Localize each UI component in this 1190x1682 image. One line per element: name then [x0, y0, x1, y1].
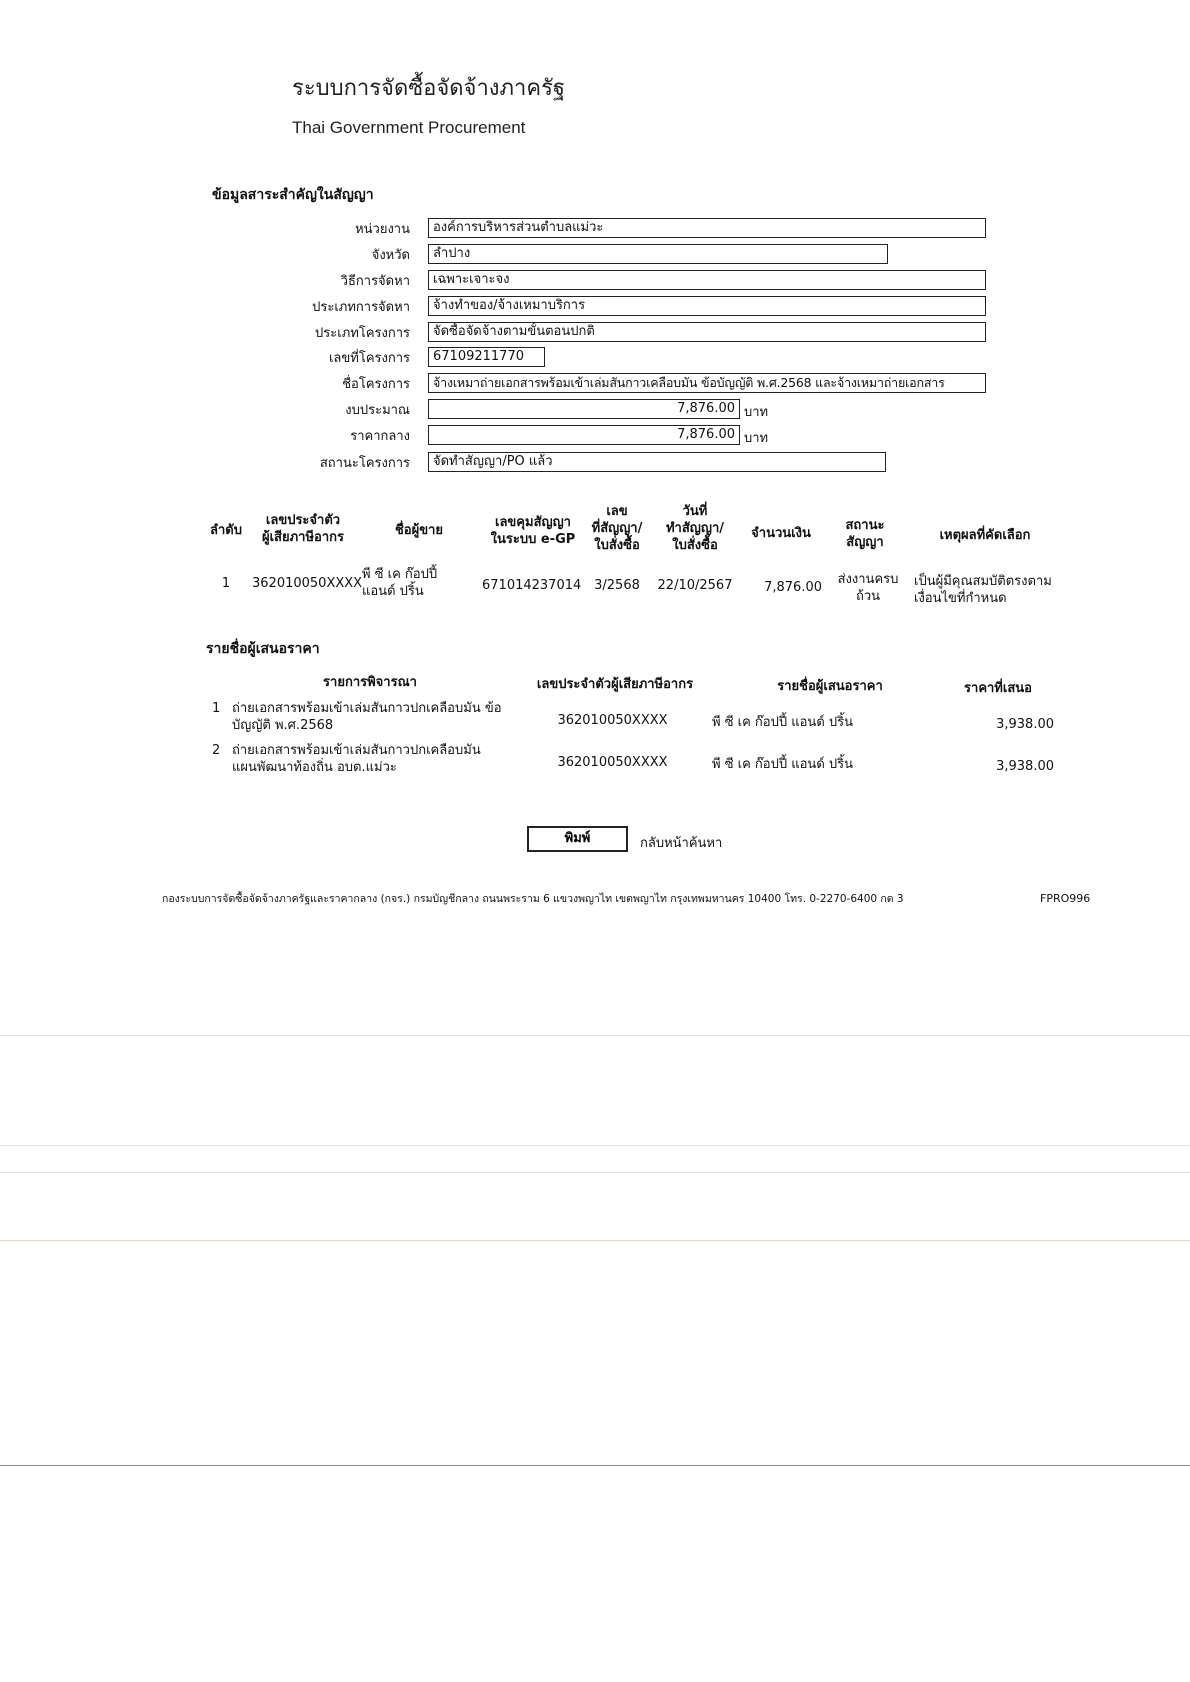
median-price-unit: บาท	[744, 431, 769, 446]
procurement-type-label: ประเภทการจัดหา	[312, 300, 410, 315]
agency-field: องค์การบริหารส่วนตำบลแม่วะ	[428, 218, 986, 238]
project-type-label: ประเภทโครงการ	[315, 326, 410, 341]
contract-row-contract-no: 3/2568	[594, 578, 640, 593]
bidder-row-name: พี ซี เค ก๊อปปี้ แอนด์ ปริ้น	[712, 715, 854, 730]
province-field: ลำปาง	[428, 244, 888, 264]
scan-line	[0, 1172, 1190, 1173]
scan-line	[0, 1145, 1190, 1146]
col-header-egp: เลขคุมสัญญา ในระบบ e-GP	[490, 515, 576, 547]
bidder-row-no: 2	[212, 743, 221, 758]
page-title-english: Thai Government Procurement	[292, 118, 526, 137]
contract-info-heading: ข้อมูลสาระสำคัญในสัญญา	[212, 187, 374, 203]
budget-label: งบประมาณ	[345, 403, 410, 418]
procurement-method-label: วิธีการจัดหา	[340, 274, 410, 289]
project-name-label: ชื่อโครงการ	[342, 377, 410, 392]
scan-line	[0, 1465, 1190, 1466]
bidder-col-header-name: รายชื่อผู้เสนอราคา	[777, 679, 883, 694]
bidder-col-header-item: รายการพิจารณา	[323, 675, 417, 690]
contract-row-status: ส่งงานครบ ถ้วน	[837, 572, 899, 604]
back-to-search-link[interactable]: กลับหน้าค้นหา	[640, 836, 723, 851]
scan-line	[0, 1035, 1190, 1036]
col-header-contract-date: วันที่ ทำสัญญา/ ใบสั่งซื้อ	[665, 504, 724, 553]
contract-row-amount: 7,876.00	[764, 580, 822, 595]
contract-row-tax-id: 362010050XXXX	[252, 576, 363, 591]
contract-row-egp: 671014237014	[482, 578, 582, 593]
contract-row-date: 22/10/2567	[657, 578, 733, 593]
bidder-row-price: 3,938.00	[996, 717, 1054, 732]
bidder-row-item: ถ่ายเอกสารพร้อมเข้าเล่มสันกาวปกเคลือบมัน ข้อ บัญญัติ พ.ศ.2568	[232, 701, 502, 733]
project-type-field: จัดซื้อจัดจ้างตามขั้นตอนปกติ	[428, 322, 986, 342]
col-header-amount: จำนวนเงิน	[751, 526, 811, 541]
project-status-field: จัดทำสัญญา/PO แล้ว	[428, 452, 886, 472]
bidder-row-no: 1	[212, 701, 221, 716]
bidder-row-price: 3,938.00	[996, 759, 1054, 774]
col-header-contract-no: เลข ที่สัญญา/ ใบสั่งซื้อ	[591, 504, 643, 553]
budget-unit: บาท	[744, 405, 769, 420]
col-header-reason: เหตุผลที่คัดเลือก	[939, 528, 1031, 543]
project-number-label: เลขที่โครงการ	[328, 351, 410, 366]
col-header-no: ลำดับ	[210, 523, 242, 538]
footer-address: กองระบบการจัดซื้อจัดจ้างภาครัฐและราคากลาง (กจร.) กรมบัญชีกลาง ถนนพระราม 6 แขวงพญาไท เขตพญาไท กรุงเทพมหานคร 10400 โทร. 0-2270-6400 กด 3	[162, 893, 904, 905]
project-number-field: 67109211770	[428, 347, 545, 367]
scan-line	[0, 1240, 1190, 1241]
contract-row-seller: พี ซี เค ก๊อปปี้ แอนด์ ปริ้น	[362, 567, 438, 599]
procurement-type-field: จ้างทำของ/จ้างเหมาบริการ	[428, 296, 986, 316]
budget-field: 7,876.00	[428, 399, 740, 419]
bidder-col-header-tax-id: เลขประจำตัวผู้เสียภาษีอากร	[536, 677, 694, 692]
bidder-row-name: พี ซี เค ก๊อปปี้ แอนด์ ปริ้น	[712, 757, 854, 772]
bidder-row-tax-id: 362010050XXXX	[557, 755, 668, 770]
footer-page-code: FPRO996	[1040, 892, 1091, 905]
agency-label: หน่วยงาน	[355, 222, 410, 237]
project-status-label: สถานะโครงการ	[319, 456, 410, 471]
bidder-row-tax-id: 362010050XXXX	[557, 713, 668, 728]
median-price-field: 7,876.00	[428, 425, 740, 445]
print-button[interactable]: พิมพ์	[527, 826, 628, 852]
procurement-method-field: เฉพาะเจาะจง	[428, 270, 986, 290]
contract-row-reason: เป็นผู้มีคุณสมบัติตรงตาม เงื่อนไขที่กำหนด	[914, 574, 1052, 606]
col-header-status: สถานะ สัญญา	[845, 518, 885, 550]
contract-row-no: 1	[221, 576, 231, 591]
project-name-field: จ้างเหมาถ่ายเอกสารพร้อมเข้าเล่มสันกาวเคลือบมัน ข้อบัญญัติ พ.ศ.2568 และจ้างเหมาถ่ายเอกสาร	[428, 373, 986, 393]
bidder-row-item: ถ่ายเอกสารพร้อมเข้าเล่มสันกาวปกเคลือบมัน แผนพัฒนาท้องถิ่น อบต.แม่วะ	[232, 743, 481, 775]
col-header-seller: ชื่อผู้ขาย	[394, 523, 444, 538]
median-price-label: ราคากลาง	[350, 429, 410, 444]
province-label: จังหวัด	[371, 248, 410, 263]
page-title-thai: ระบบการจัดซื้อจัดจ้างภาครัฐ	[292, 76, 566, 101]
col-header-tax-id: เลขประจำตัว ผู้เสียภาษีอากร	[261, 513, 344, 545]
bidder-col-header-price: ราคาที่เสนอ	[964, 681, 1032, 696]
bidders-heading: รายชื่อผู้เสนอราคา	[206, 641, 320, 657]
